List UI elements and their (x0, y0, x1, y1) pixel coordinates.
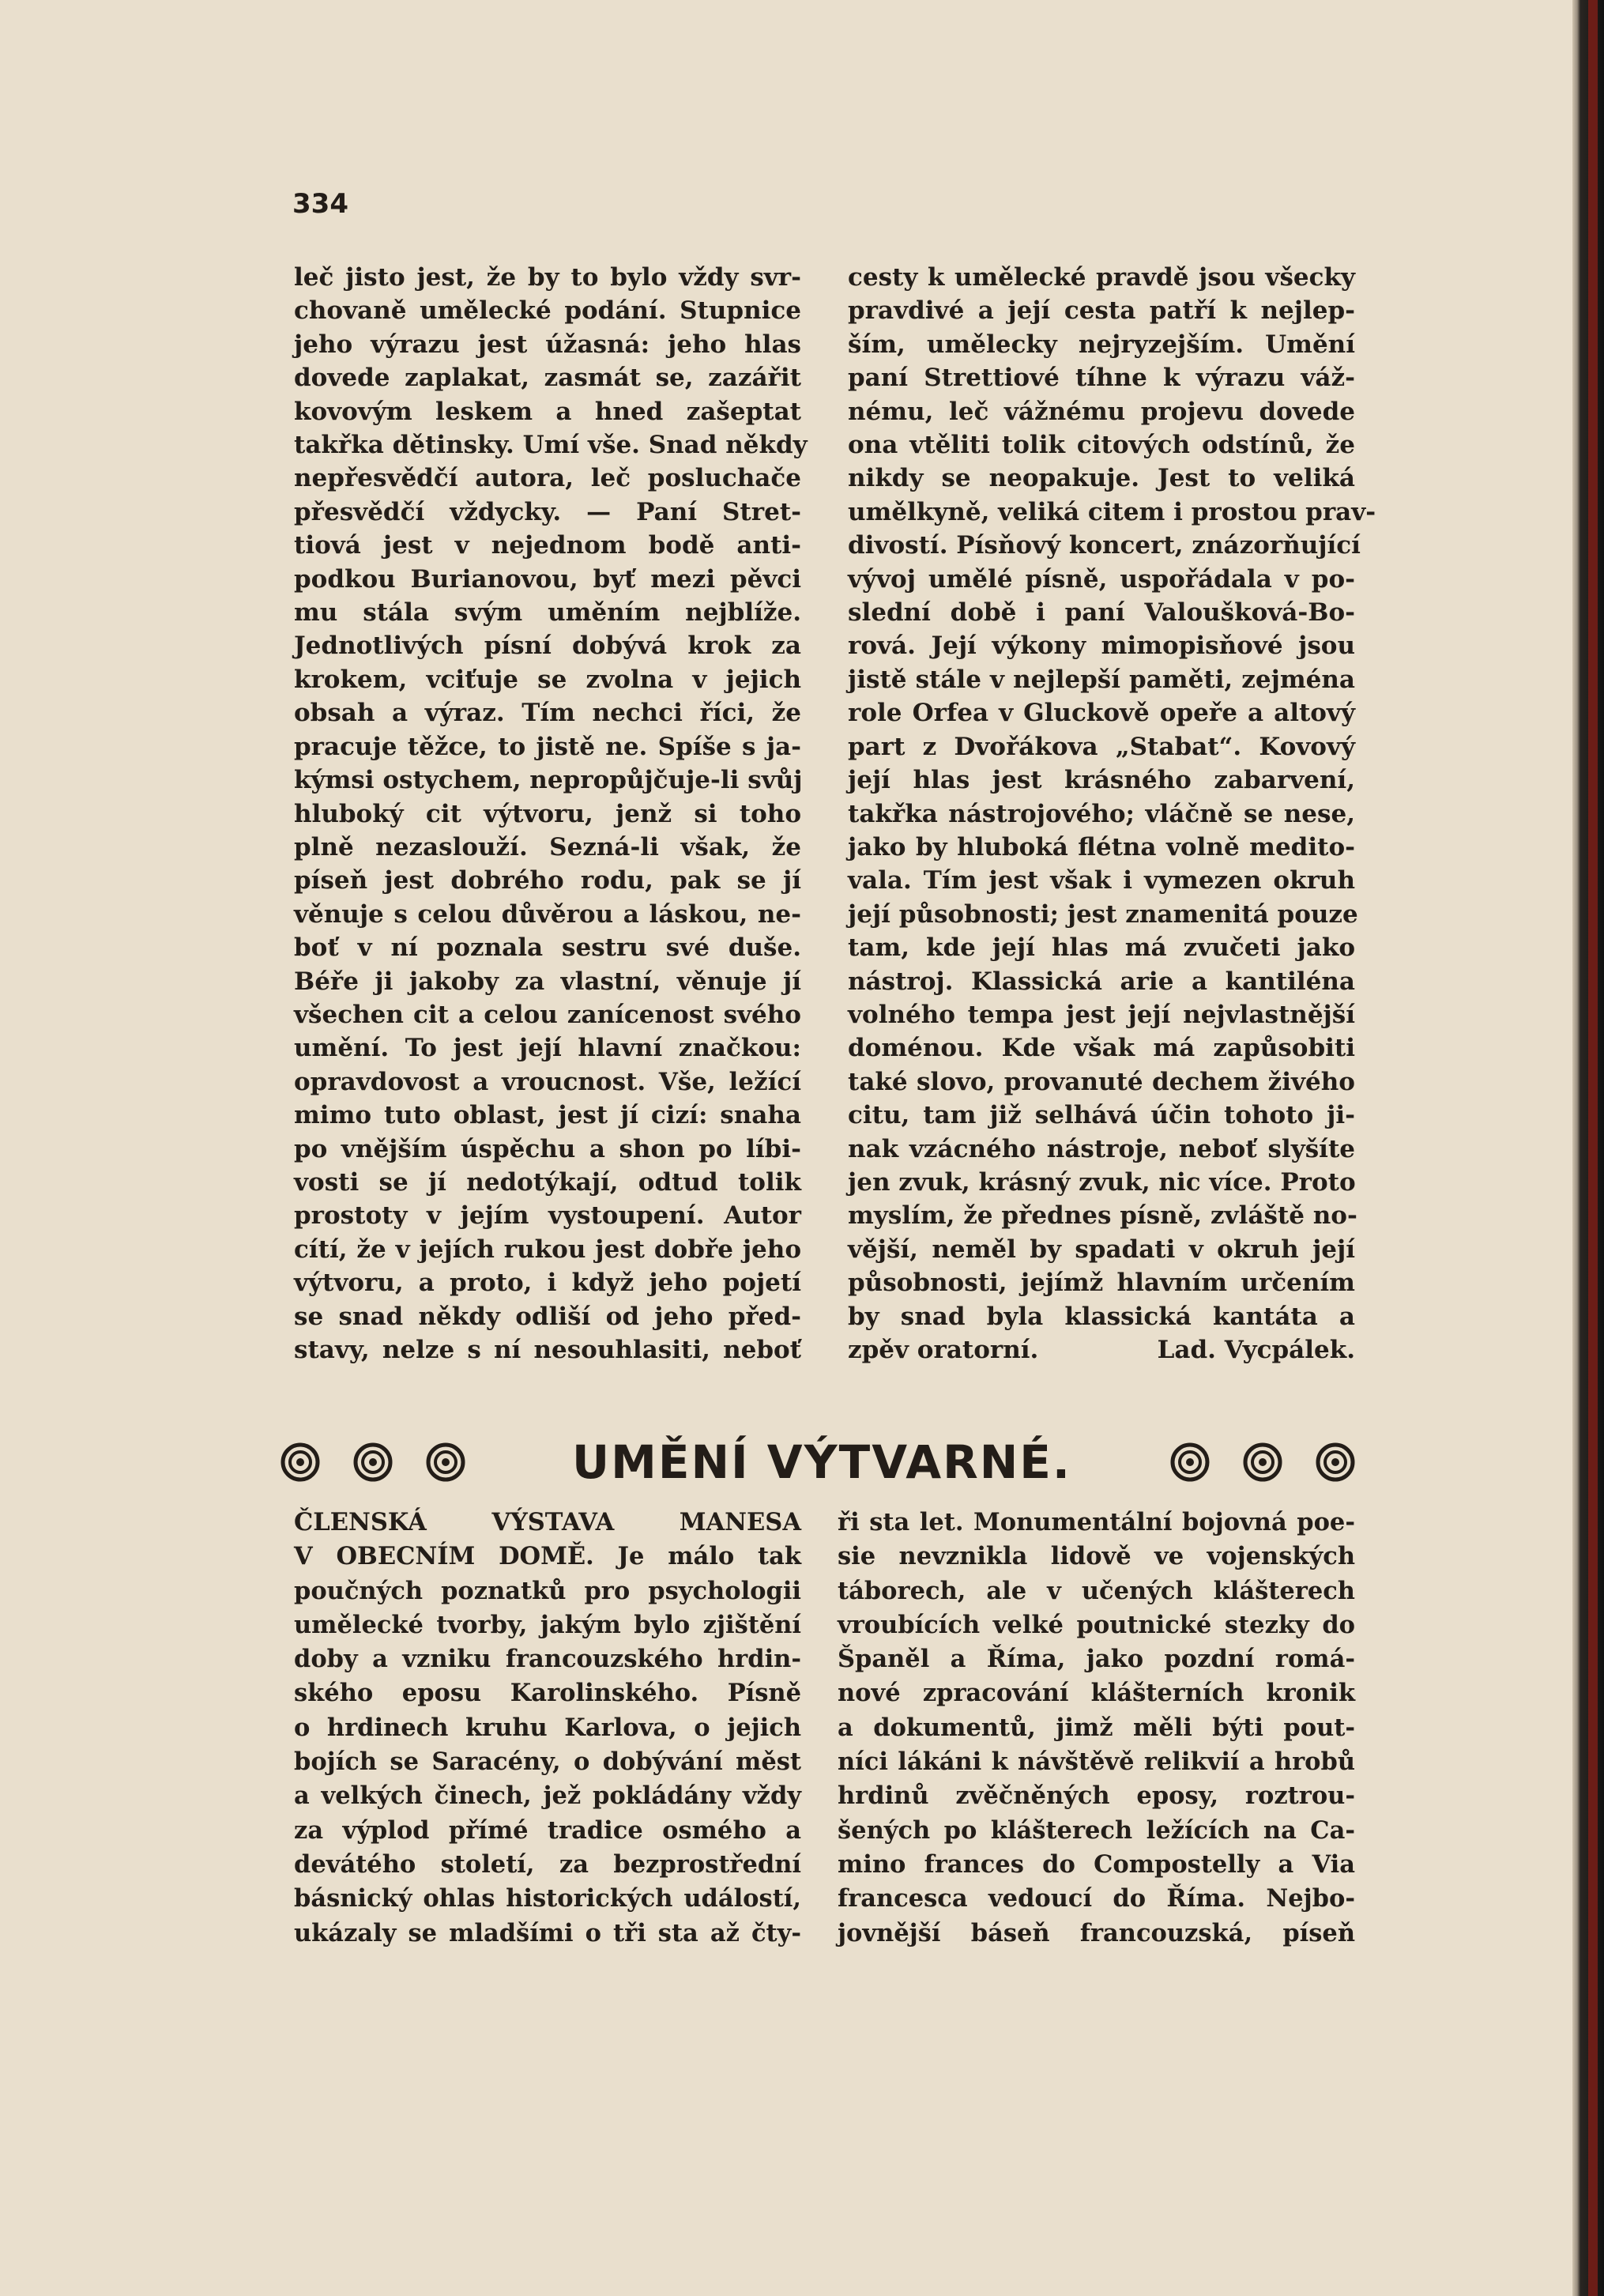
text-line: vývoj umělé písně, uspořádala v po- (848, 564, 1355, 594)
text-line: plně nezaslouží. Sezná-li však, že (294, 832, 801, 861)
text-line: šených po klášterech ležících na Ca- (838, 1815, 1355, 1845)
text-line: cesty k umělecké pravdě jsou všecky (848, 263, 1355, 292)
text-line: obsah a výraz. Tím nechci říci, že (294, 699, 801, 728)
text-line: mu stála svým uměním nejblíže. (294, 598, 801, 628)
closing-line (848, 1333, 1355, 1367)
text-line: krokem, vciťuje se zvolna v jejich (294, 665, 801, 694)
spine-binding (1588, 0, 1598, 2296)
text-line: nikdy se neopakuje. Jest to veliká (848, 464, 1355, 493)
text-line: níci lákáni k návštěvě relikvií a hrobů (838, 1747, 1355, 1777)
text-line: Béře ji jakoby za vlastní, věnuje jí (294, 967, 801, 996)
text-line: ona vtěliti tolik citových odstínů, že (848, 431, 1355, 460)
text-line: paní Strettiové tíhne k výrazu váž- (848, 364, 1355, 393)
text-line: takřka dětinsky. Umí vše. Snad někdy (294, 431, 808, 460)
text-line: se snad někdy odliší od jeho před- (294, 1302, 801, 1331)
text-line: kýmsi ostychem, nepropůjčuje-li svůj (294, 766, 803, 795)
text-line: leč jisto jest, že by to bylo vždy svr- (294, 263, 801, 292)
text-line: jeho výrazu jest úžasná: jeho hlas (294, 330, 801, 359)
text-line: věnuje s celou důvěrou a láskou, ne- (294, 899, 801, 929)
text-line: divostí. Písňový koncert, znázorňující (848, 531, 1361, 560)
text-line: básnický ohlas historických událostí, (294, 1884, 801, 1913)
circular-rosette-icon (1170, 1442, 1210, 1482)
text-line: ČLENSKÁ VÝSTAVA MANESA (294, 1508, 801, 1536)
text-line: dovede zaplakat, zasmát se, zazářit (294, 364, 801, 393)
text-line: Španěl a Říma, jako pozdní romá- (838, 1645, 1355, 1674)
text-line: bojích se Saracény, o dobývání měst (294, 1747, 801, 1777)
text-line: umělecké tvorby, jakým bylo zjištění (294, 1610, 801, 1639)
text-line: tam, kde její hlas má zvučeti jako (848, 933, 1355, 963)
circular-rosette-icon (426, 1442, 465, 1482)
text-line: nému, leč vážnému projevu dovede (848, 397, 1355, 426)
text-line: role Orfea v Gluckově opeře a altový (848, 699, 1355, 728)
text-line: píseň jest dobrého rodu, pak se jí (294, 866, 801, 895)
text-line: opravdovost a vroucnost. Vše, ležící (294, 1067, 801, 1096)
text-line: ším, umělecky nejryzejším. Umění (848, 330, 1355, 359)
text-line: vroubících velké poutnické stezky do (838, 1610, 1355, 1639)
text-line: nástroj. Klassická arie a kantiléna (848, 967, 1355, 996)
text-line: francesca vedoucí do Říma. Nejbo- (838, 1884, 1355, 1913)
text-line: citu, tam již selhává účin tohoto ji- (848, 1101, 1355, 1130)
text-line: ukázaly se mladšími o tři sta až čty- (294, 1918, 801, 1947)
text-line: nepřesvědčí autora, leč posluchače (294, 464, 801, 493)
top-right-text-column (848, 261, 1376, 1367)
text-line: jistě stále v nejlepší paměti, zejména (848, 665, 1355, 694)
right-ornaments (1170, 1442, 1355, 1482)
bottom-left-text-column (294, 1506, 801, 1951)
text-line: hrdinů zvěčněných eposy, roztrou- (838, 1781, 1355, 1811)
circular-rosette-icon (1243, 1442, 1282, 1482)
text-line: sie nevznikla lidově ve vojenských (838, 1542, 1355, 1571)
text-line: za výplod přímé tradice osmého a (294, 1815, 801, 1845)
text-line: mino frances do Compostelly a Via (838, 1849, 1355, 1879)
section-heading-title: UMĚNÍ VÝTVARNÉ. (572, 1435, 1071, 1489)
text-line: pracuje těžce, to jistě ne. Spíše s ja- (294, 732, 801, 761)
text-line: by snad byla klassická kantáta a (848, 1302, 1355, 1331)
text-line: vější, neměl by spadati v okruh její (848, 1235, 1355, 1264)
text-line: táborech, ale v učených klášterech (838, 1576, 1355, 1605)
text-line: doby a vzniku francouzského hrdin- (294, 1645, 801, 1674)
text-line: vosti se jí nedotýkají, odtud tolik (294, 1167, 801, 1197)
text-line: o hrdinech kruhu Karlova, o jejich (294, 1713, 801, 1742)
text-line: po vnějším úspěchu a shon po líbi- (294, 1134, 801, 1163)
book-spine (1572, 0, 1604, 2296)
text-line: a velkých činech, jež pokládány vždy (294, 1781, 801, 1811)
text-line: jovnější báseň francouzská, píseň (838, 1918, 1355, 1947)
text-line: všechen cit a celou zanícenost svého (294, 1000, 801, 1029)
text-line: slední době i paní Valoušková-Bo- (848, 598, 1355, 628)
text-line: volného tempa jest její nejvlastnější (848, 1000, 1355, 1029)
section-heading (281, 1431, 1355, 1494)
text-line: umění. To jest její hlavní značkou: (294, 1034, 801, 1063)
text-line: part z Dvořákova „Stabat“. Kovový (848, 732, 1355, 761)
text-line: kovovým leskem a hned zašeptat (294, 397, 801, 426)
text-line: působnosti, jejímž hlavním určením (848, 1269, 1355, 1298)
text-line: nak vzácného nástroje, neboť slyšíte (848, 1134, 1355, 1163)
page-number: 334 (292, 188, 348, 220)
text-line: ského eposu Karolinského. Písně (294, 1679, 801, 1708)
text-line: Jednotlivých písní dobývá krok za (294, 631, 801, 661)
closing-text: zpěv oratorní. (848, 1336, 1039, 1364)
text-line: myslím, že přednes písně, zvláště no- (848, 1201, 1357, 1231)
text-line: hluboký cit výtvoru, jenž si toho (294, 799, 801, 828)
text-line: prostoty v jejím vystoupení. Autor (294, 1201, 801, 1231)
circular-rosette-icon (353, 1442, 393, 1482)
text-line: jen zvuk, krásný zvuk, nic více. Proto (848, 1167, 1356, 1197)
text-line: její působnosti; jest znamenitá pouze (848, 899, 1358, 929)
text-line: mimo tuto oblast, jest jí cizí: snaha (294, 1101, 801, 1130)
circular-rosette-icon (281, 1442, 320, 1482)
circular-rosette-icon (1316, 1442, 1355, 1482)
text-line: umělkyně, veliká citem i prostou prav- (848, 497, 1376, 526)
text-line: její hlas jest krásného zabarvení, (848, 766, 1355, 795)
left-ornaments (281, 1442, 465, 1482)
author-signature: Lad. Vycpálek. (1157, 1336, 1355, 1364)
text-line: také slovo, provanuté dechem živého (848, 1067, 1355, 1096)
text-line: a dokumentů, jimž měli býti pout- (838, 1713, 1355, 1742)
text-line: nové zpracování klášterních kronik (838, 1679, 1355, 1708)
text-line: vala. Tím jest však i vymezen okruh (848, 866, 1355, 895)
text-line: takřka nástrojového; vláčně se nese, (848, 799, 1355, 828)
top-left-text-column (294, 261, 808, 1367)
text-line: chovaně umělecké podání. Stupnice (294, 296, 801, 326)
text-line: stavy, nelze s ní nesouhlasiti, neboť (294, 1336, 801, 1364)
text-line: poučných poznatků pro psychologii (294, 1576, 801, 1605)
text-line: pravdivé a její cesta patří k nejlep- (848, 296, 1355, 326)
text-line: devátého století, za bezprostřední (294, 1849, 801, 1879)
text-line: jako by hluboká flétna volně medito- (848, 832, 1355, 861)
bottom-right-text-column (838, 1506, 1355, 1951)
text-line: V OBECNÍM DOMĚ. Je málo tak (294, 1542, 801, 1571)
text-line: cítí, že v jejích rukou jest dobře jeho (294, 1235, 801, 1264)
text-line: podkou Burianovou, byť mezi pěvci (294, 564, 801, 594)
text-line: tiová jest v nejednom bodě anti- (294, 531, 801, 560)
text-line: boť v ní poznala sestru své duše. (294, 933, 801, 963)
text-line: doménou. Kde však má zapůsobiti (848, 1034, 1355, 1063)
text-line: výtvoru, a proto, i když jeho pojetí (294, 1269, 801, 1298)
text-line: přesvědčí vždycky. — Paní Stret- (294, 497, 801, 526)
text-line: ři sta let. Monumentální bojovná poe- (838, 1508, 1355, 1536)
text-line: rová. Její výkony mimopisňové jsou (848, 631, 1355, 661)
